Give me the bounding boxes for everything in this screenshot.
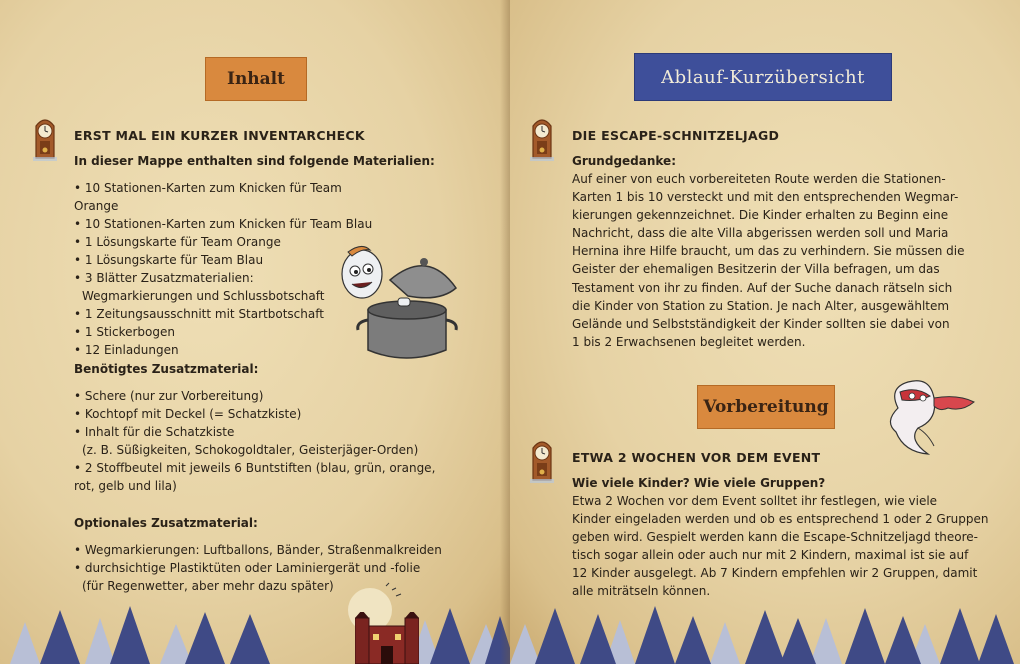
paragraph-line: Karten 1 bis 10 versteckt und mit den entsprechenden Wegmar-: [572, 190, 959, 205]
paragraph-line: 12 Kinder ausgelegt. Ab 7 Kindern empfehlen wir 2 Gruppen, damit: [572, 566, 978, 581]
inhalt-title-label: [205, 57, 307, 101]
prep-title: Vorbereitung: [703, 397, 829, 417]
paragraph-line: Nachricht, dass die alte Villa abgerissen werden soll und Maria: [572, 226, 949, 241]
forest-silhouette: [0, 594, 510, 664]
paragraph-line: Kinder eingeladen werden und ob es entsprechend 1 oder 2 Gruppen: [572, 512, 989, 527]
list-item: • 2 Stoffbeutel mit jeweils 6 Buntstiften (blau, grün, orange,: [74, 461, 436, 475]
inhalt-title: Inhalt: [227, 69, 285, 89]
optional-heading: Optionales Zusatzmaterial:: [74, 516, 258, 530]
overview-title: Ablauf-Kurzübersicht: [661, 66, 865, 88]
paragraph-line: tisch sogar allein oder auch nur mit 2 Kindern, maximal ist sie auf: [572, 548, 969, 563]
needed-heading: Benötigtes Zusatzmaterial:: [74, 362, 259, 376]
paragraph-line: Testament von ihr zu finden. Auf der Suche danach rätseln sich: [572, 280, 953, 295]
paragraph-line: die Kinder von Station zu Station. Je nach Alter, ausgewähltem: [572, 298, 950, 313]
paragraph-line: kierungen gekennzeichnet. Die Kinder erhalten zu Beginn eine: [572, 208, 949, 223]
list-item: (für Regenwetter, aber mehr dazu später): [82, 579, 334, 593]
two-weeks-heading: ETWA 2 WOCHEN VOR DEM EVENT: [572, 450, 821, 465]
paragraph-line: Auf einer von euch vorbereiteten Route werden die Stationen-: [572, 172, 946, 186]
groups-text: [572, 492, 992, 601]
list-item: • 1 Zeitungsausschnitt mit Startbotschaft: [74, 307, 324, 321]
needed-list: [74, 387, 454, 495]
escape-heading: DIE ESCAPE-SCHNITZELJAGD: [572, 128, 780, 143]
list-item: • 3 Blätter Zusatzmaterialien:: [74, 271, 254, 285]
list-item: Wegmarkierungen und Schlussbotschaft: [82, 289, 325, 303]
list-item: • 12 Einladungen: [74, 343, 179, 357]
optional-list: [74, 541, 464, 595]
clock-icon: [527, 434, 557, 484]
paragraph-line: Hernina ihre Hilfe braucht, um das zu verhindern. Sie müssen die: [572, 244, 965, 259]
list-item: • 1 Stickerbogen: [74, 325, 175, 339]
list-item: • Wegmarkierungen: Luftballons, Bänder, Straßenmalkreiden: [74, 543, 442, 557]
paragraph-line: alle miträtseln können.: [572, 584, 711, 599]
inventory-heading: ERST MAL EIN KURZER INVENTARCHECK: [74, 128, 365, 143]
paragraph-line: Geister der ehemaligen Besitzerin der Villa befragen, um das: [572, 262, 940, 277]
flying-ghost-illustration: [878, 368, 978, 464]
list-item: rot, gelb und lila): [74, 479, 177, 493]
forest-silhouette: [510, 594, 1020, 664]
clock-icon: [527, 112, 557, 162]
list-item: • 1 Lösungskarte für Team Blau: [74, 253, 264, 267]
ghost-in-pot-illustration: [328, 238, 463, 368]
list-item: • durchsichtige Plastiktüten oder Laminiergerät und -folie: [74, 561, 421, 575]
list-item: • Inhalt für die Schatzkiste: [74, 425, 235, 439]
grundgedanke-label: Grundgedanke:: [572, 154, 676, 168]
list-item: • Kochtopf mit Deckel (= Schatzkiste): [74, 407, 302, 421]
prep-title-label: [697, 385, 835, 429]
paragraph-line: Gelände und Selbstständigkeit der Kinder sollten sie dabei von: [572, 316, 950, 331]
castle-illustration: [355, 612, 419, 664]
paragraph-line: Etwa 2 Wochen vor dem Event solltet ihr festlegen, wie viele: [572, 494, 938, 508]
clock-icon: [30, 112, 60, 162]
list-item: • 10 Stationen-Karten zum Knicken für Team Blau: [74, 217, 373, 231]
paragraph-line: geben wird. Gespielt werden kann die Escape-Schnitzeljagd theore-: [572, 530, 979, 545]
grundgedanke-text: [572, 170, 992, 351]
groups-question: Wie viele Kinder? Wie viele Gruppen?: [572, 476, 826, 490]
list-item: (z. B. Süßigkeiten, Schokogoldtaler, Geisterjäger-Orden): [82, 443, 419, 457]
right-page: [510, 0, 1020, 664]
list-item: • 1 Lösungskarte für Team Orange: [74, 235, 281, 249]
list-item: • Schere (nur zur Vorbereitung): [74, 389, 264, 403]
materials-intro: In dieser Mappe enthalten sind folgende Materialien:: [74, 154, 435, 168]
list-item: • 10 Stationen-Karten zum Knicken für Team Orange: [74, 181, 342, 213]
overview-title-label: [634, 53, 892, 101]
paragraph-line: 1 bis 2 Erwachsenen begleitet werden.: [572, 334, 806, 349]
